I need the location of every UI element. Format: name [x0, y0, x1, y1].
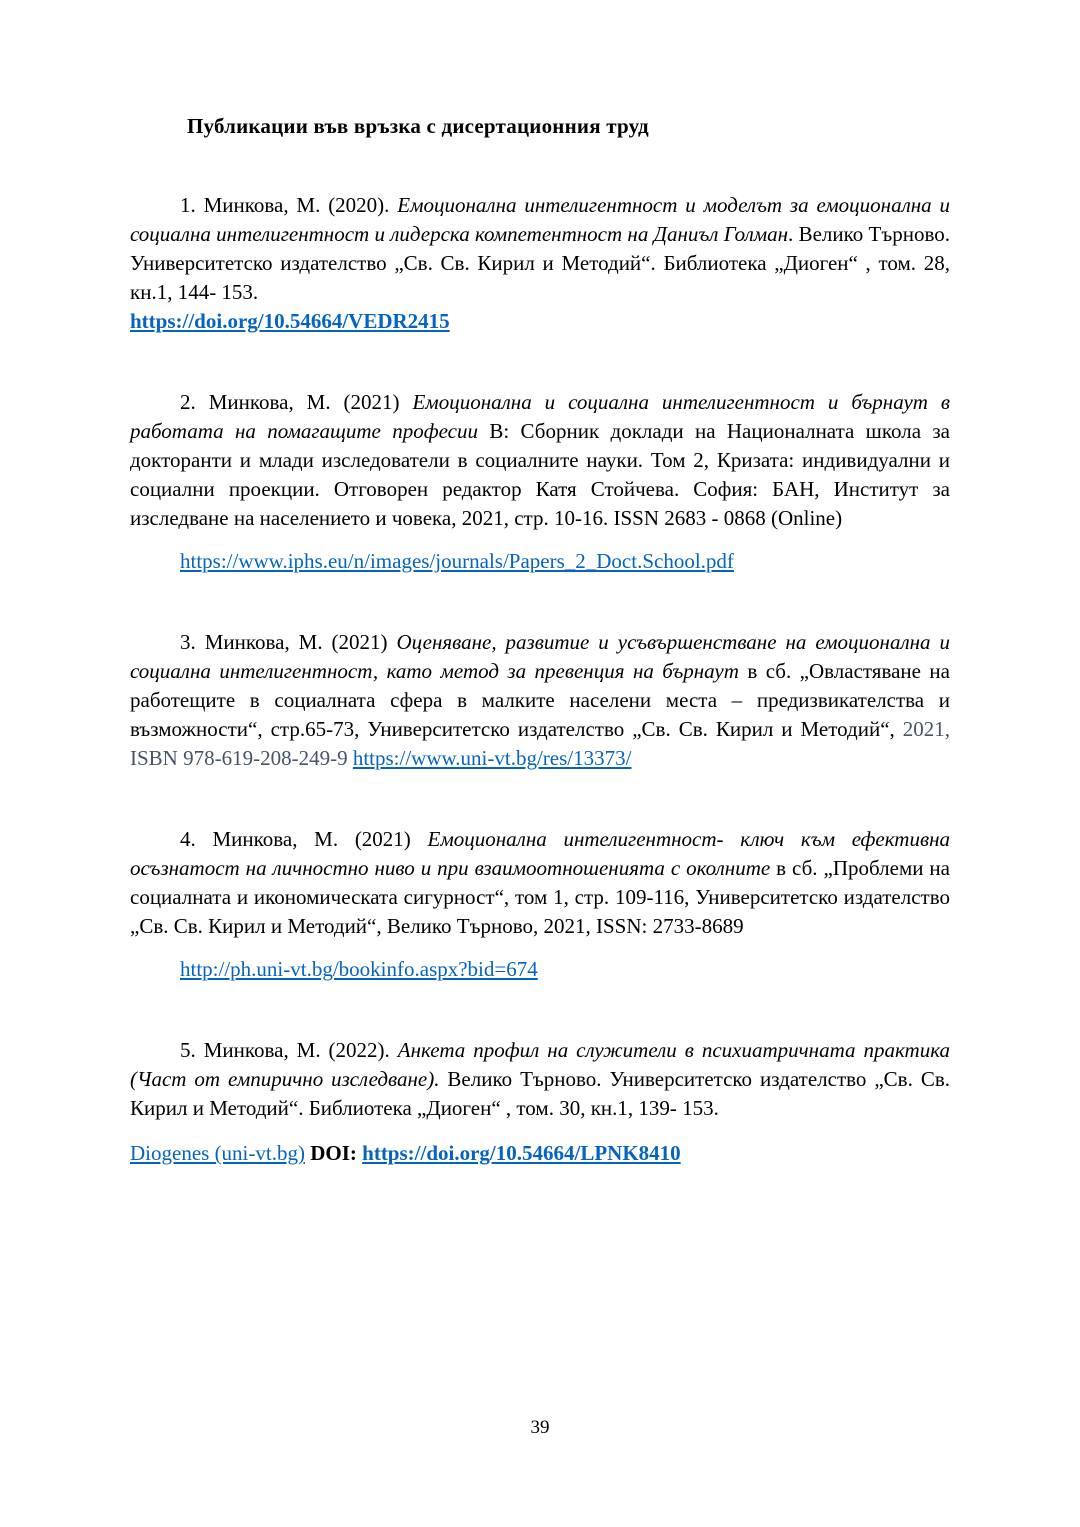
reference-4-link-line: [130, 955, 950, 984]
reference-3: [130, 628, 950, 773]
reference-1: [130, 191, 950, 336]
page-number: 39: [530, 1417, 550, 1438]
ref-5-lead: 5. Минкова, М. (2022).: [180, 1038, 398, 1062]
ref-1-italic-title: Емоционална интелигентност и моделът за емоционална и социална интелигентност и лидерска компетентност на Даниъл Голман: [130, 193, 951, 246]
ref-5-doi-label: DOI:: [304, 1141, 363, 1165]
ref-3-rest: в сб. „Овластяване на работещите в социалната сфера в малките населени места – предизвикателства и възможности“, стр.65-73, Университетско издателство „Св. Св. Кирил и Методий“,: [130, 659, 950, 741]
ref-1-lead: 1. Минкова, М. (2020).: [180, 193, 398, 217]
ref-5-doi-link[interactable]: https://doi.org/10.54664/LPNK8410: [362, 1141, 681, 1165]
ref-2-italic-title: Емоционална и социална интелигентност и бърнаут в работата на помагащите професии: [130, 390, 950, 443]
ref-4-italic-title: Емоционална интелигентност- ключ към ефективна осъзнатост на личностно ниво и при взаимоотношенията с околните: [130, 827, 950, 880]
reference-5-link-line: [130, 1139, 950, 1168]
ref-1-rest: . Велико Търново. Университетско издателство „Св. Св. Кирил и Методий“. Библиотека „Диоген“ , том. 28, кн.1, 144- 153.: [130, 222, 950, 304]
ref-3-italic-title: Оценяване, развитие и усъвършенстване на емоционална и социална интелигентност, като метод за превенция на бърнаут: [130, 630, 950, 683]
reference-2-link-line: [130, 547, 950, 576]
ref-1-doi-link[interactable]: https://doi.org/10.54664/VEDR2415: [130, 309, 450, 333]
ref-3-url-link[interactable]: https://www.uni-vt.bg/res/13373/: [352, 746, 632, 770]
reference-2: [130, 388, 950, 533]
ref-5-diogenes-link[interactable]: Diogenes (uni-vt.bg): [130, 1141, 305, 1165]
ref-4-rest: в сб. „Проблеми на социалната и икономическата сигурност“, том 1, стр. 109-116, Университетско издателство „Св. Св. Кирил и Методий“, Велико Търново, 2021, ISSN: 2733-8689: [130, 856, 950, 938]
ref-4-lead: 4. Минкова, М. (2021): [180, 827, 428, 851]
ref-2-rest: В: Сборник доклади на Националната школа за докторанти и млади изследователи в социалните науки. Том 2, Кризата: индивидуални и социални проекции. Отговорен редактор Катя Стойчева. София: БАН, Институт за изследване на населението и човека, 2021, стр. 10-16. ISSN 2683 - 0868 (Online): [130, 419, 950, 530]
ref-3-isbn: 2021, ISBN 978-619-208-249-9: [130, 717, 950, 770]
ref-2-lead: 2. Минкова, М. (2021): [180, 390, 413, 414]
reference-4: [130, 825, 950, 941]
ref-4-url-link[interactable]: http://ph.uni-vt.bg/bookinfo.aspx?bid=674: [180, 957, 538, 981]
ref-3-lead: 3. Минкова, М. (2021): [180, 630, 397, 654]
page-title: Публикации във връзка с дисертационния труд: [187, 114, 649, 138]
ref-5-italic-title: Анкета профил на служители в психиатричната практика (Част от емпирично изследване).: [130, 1038, 950, 1091]
reference-5: [130, 1036, 950, 1123]
ref-5-rest: Велико Търново. Университетско издателство „Св. Св. Кирил и Методий“. Библиотека „Диоген“ , том. 30, кн.1, 139- 153.: [130, 1067, 950, 1120]
ref-2-url-link[interactable]: https://www.iphs.eu/n/images/journals/Papers_2_Doct.School.pdf: [180, 549, 734, 573]
